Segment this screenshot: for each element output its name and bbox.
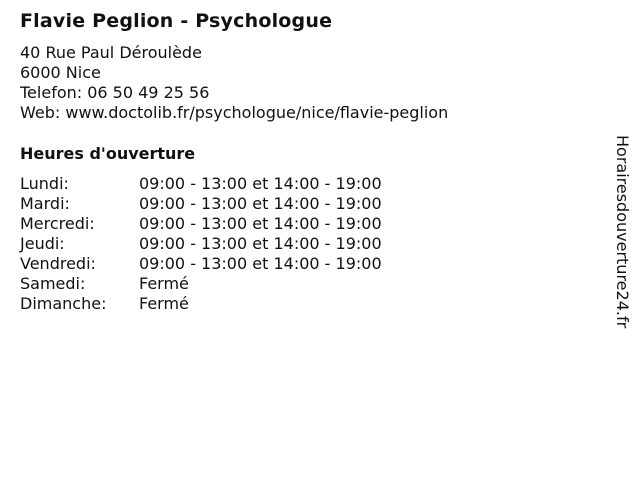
hours-row-tuesday	[20, 194, 382, 214]
hours-row-sunday	[20, 294, 382, 314]
hours-row-thursday	[20, 234, 382, 254]
time-value: Fermé	[139, 274, 189, 293]
day-label: Samedi:	[20, 274, 86, 293]
street-address: 40 Rue Paul Déroulède	[20, 43, 202, 62]
time-value: 09:00 - 13:00 et 14:00 - 19:00	[139, 234, 382, 253]
time-value: 09:00 - 13:00 et 14:00 - 19:00	[139, 214, 382, 233]
time-value: 09:00 - 13:00 et 14:00 - 19:00	[139, 254, 382, 273]
day-label: Mardi:	[20, 194, 70, 213]
day-label: Jeudi:	[20, 234, 65, 253]
time-value: 09:00 - 13:00 et 14:00 - 19:00	[139, 194, 382, 213]
hours-row-saturday	[20, 274, 382, 294]
business-title: Flavie Peglion - Psychologue	[20, 10, 333, 32]
hours-row-wednesday	[20, 214, 382, 234]
day-label: Mercredi:	[20, 214, 95, 233]
city-address: 6000 Nice	[20, 63, 101, 82]
hours-row-friday	[20, 254, 382, 274]
time-value: Fermé	[139, 294, 189, 313]
address-block	[20, 43, 448, 123]
opening-hours-table	[20, 174, 382, 314]
website-link[interactable]: Web: www.doctolib.fr/psychologue/nice/flavie-peglion	[20, 103, 449, 122]
site-watermark: Horairesdouverture24.fr	[613, 135, 632, 329]
day-label: Dimanche:	[20, 294, 107, 313]
day-label: Vendredi:	[20, 254, 96, 273]
hours-row-monday	[20, 174, 382, 194]
time-value: 09:00 - 13:00 et 14:00 - 19:00	[139, 174, 382, 193]
phone-number: Telefon: 06 50 49 25 56	[20, 83, 210, 102]
day-label: Lundi:	[20, 174, 69, 193]
opening-hours-heading: Heures d'ouverture	[20, 144, 196, 163]
